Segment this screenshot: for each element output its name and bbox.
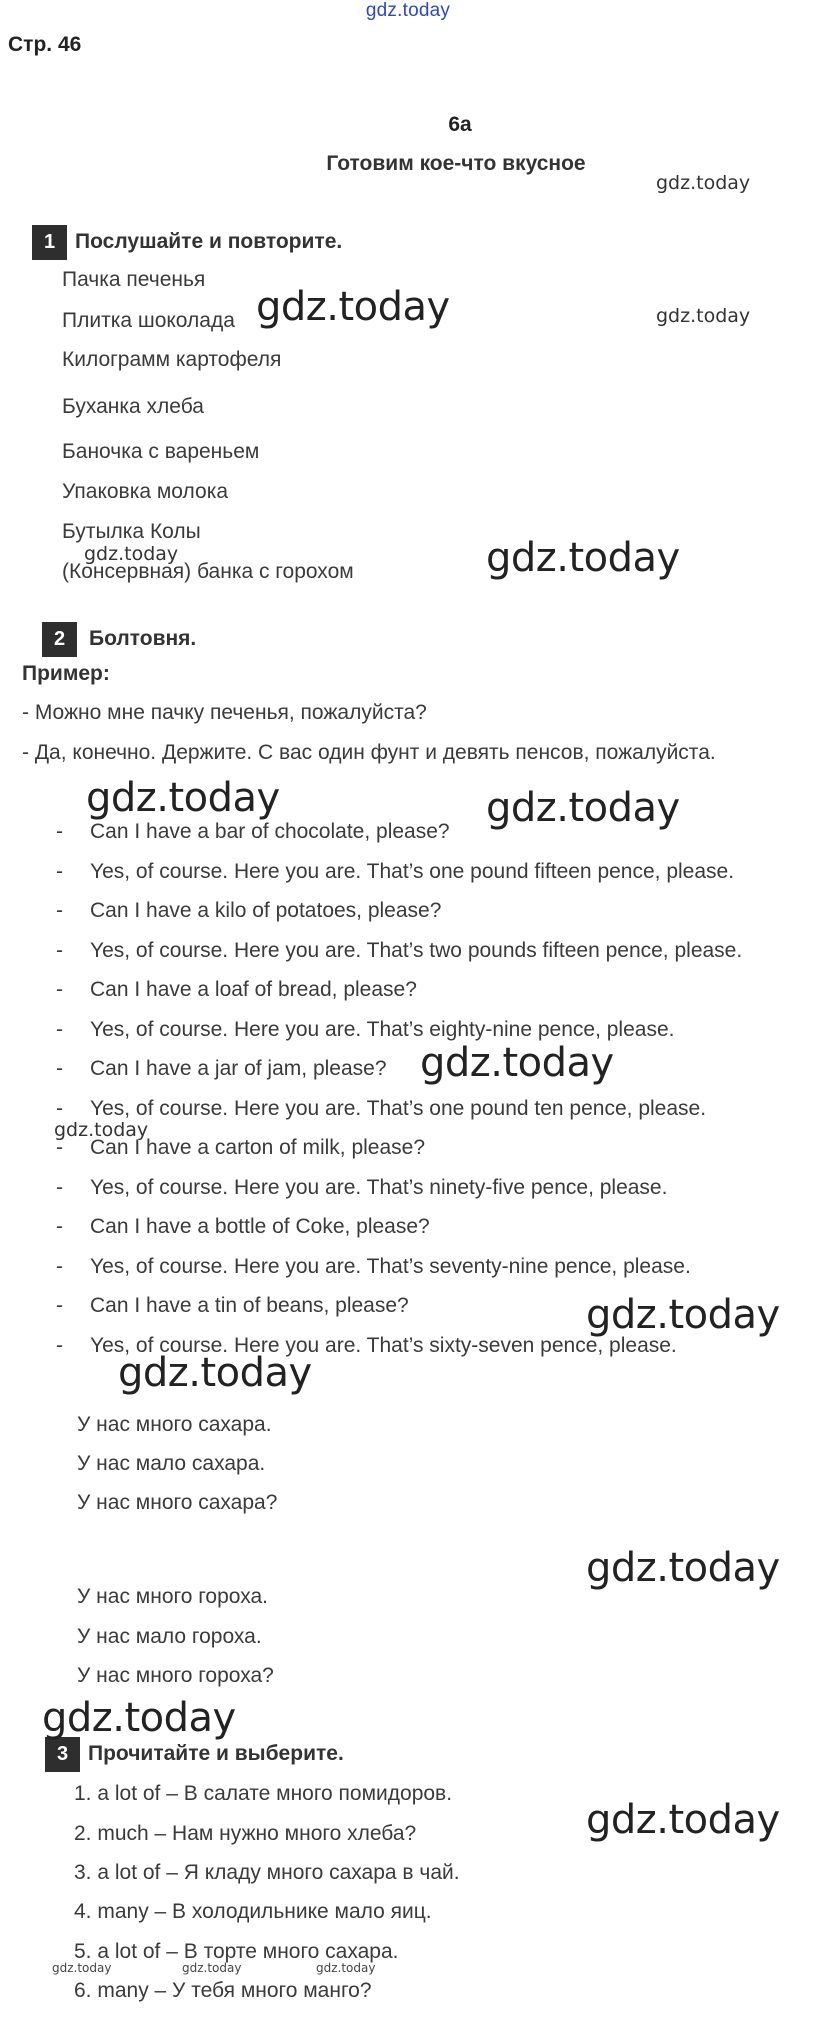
page-label: Стр. 46: [8, 33, 82, 56]
exercise-1-heading: [32, 225, 342, 260]
watermark: gdz.today: [54, 1119, 149, 1141]
dialogue-line: - Can I have a jar of jam, please?: [56, 1057, 387, 1080]
dialogue-dash: -: [56, 1176, 63, 1199]
sugar-line: У нас много сахара.: [77, 1413, 272, 1436]
sugar-line: У нас мало сахара.: [77, 1452, 266, 1475]
exercise-1-item: Килограмм картофеля: [62, 348, 282, 371]
exercise-2-title: Болтовня.: [89, 627, 197, 651]
peas-line: У нас много гороха.: [77, 1585, 268, 1608]
example-line: - Да, конечно. Держите. С вас один фунт и девять пенсов, пожалуйста.: [22, 741, 716, 764]
dialogue-dash: -: [56, 899, 63, 922]
exercise-1-item: Буханка хлеба: [62, 395, 204, 418]
watermark: gdz.today: [86, 775, 280, 821]
exercise-3-item: 5. a lot of – В торте много сахара.: [74, 1940, 399, 1963]
dialogue-line: - Can I have a kilo of potatoes, please?: [56, 899, 442, 922]
exercise-1-item: Плитка шоколада: [62, 309, 235, 332]
peas-line: У нас мало гороха.: [77, 1625, 262, 1648]
sugar-line: У нас много сахара?: [77, 1491, 278, 1514]
dialogue-dash: -: [56, 820, 63, 843]
unit-number: 6a: [448, 113, 472, 136]
exercise-3-title: Прочитайте и выберите.: [88, 1742, 344, 1766]
exercise-1-number: 1: [32, 225, 67, 260]
watermark: gdz.today: [486, 785, 680, 831]
example-label: Пример:: [22, 662, 110, 685]
dialogue-line: - Can I have a bottle of Coke, please?: [56, 1215, 430, 1238]
unit-title: Готовим кое-что вкусное: [326, 152, 586, 175]
watermark: gdz.today: [656, 172, 751, 194]
dialogue-dash: -: [56, 1334, 63, 1357]
watermark: gdz.today: [84, 543, 179, 565]
exercise-3-heading: [45, 1737, 344, 1772]
dialogue-line: - Can I have a loaf of bread, please?: [56, 978, 417, 1001]
exercise-3-item: 2. much – Нам нужно много хлеба?: [74, 1822, 417, 1845]
dialogue-line: - Yes, of course. Here you are. That’s two pounds fifteen pence, please.: [56, 939, 743, 962]
watermark: gdz.today: [656, 305, 751, 327]
watermark: gdz.today: [52, 1961, 112, 1975]
dialogue-line: - Yes, of course. Here you are. That’s eighty-nine pence, please.: [56, 1018, 675, 1041]
dialogue-line: - Can I have a tin of beans, please?: [56, 1294, 409, 1317]
example-line: - Можно мне пачку печенья, пожалуйста?: [22, 701, 427, 724]
dialogue-line: - Yes, of course. Here you are. That’s one pound ten pence, please.: [56, 1097, 707, 1120]
dialogue-line: - Yes, of course. Here you are. That’s sixty-seven pence, please.: [56, 1334, 677, 1357]
dialogue-dash: -: [56, 1018, 63, 1041]
dialogue-dash: -: [56, 1136, 63, 1159]
exercise-3-item: 6. many – У тебя много манго?: [74, 1979, 372, 2002]
dialogue-dash: -: [56, 1255, 63, 1278]
dialogue-line: - Yes, of course. Here you are. That’s ninety-five pence, please.: [56, 1176, 668, 1199]
exercise-1-item: Упаковка молока: [62, 480, 229, 503]
exercise-2-heading: [42, 622, 196, 657]
dialogue-line: - Yes, of course. Here you are. That’s one pound fifteen pence, please.: [56, 860, 735, 883]
dialogue-line: - Can I have a carton of milk, please?: [56, 1136, 426, 1159]
exercise-3-number: 3: [45, 1737, 80, 1772]
watermark: gdz.today: [118, 1350, 312, 1396]
dialogue-line: - Can I have a bar of chocolate, please?: [56, 820, 450, 843]
watermark: gdz.today: [256, 284, 450, 330]
watermark: gdz.today: [586, 1797, 780, 1843]
dialogue-dash: -: [56, 860, 63, 883]
dialogue-dash: -: [56, 939, 63, 962]
peas-line: У нас много гороха?: [77, 1664, 274, 1687]
exercise-3-item: 4. many – В холодильнике мало яиц.: [74, 1900, 432, 1923]
exercise-2-number: 2: [42, 622, 77, 657]
exercise-1-item: Баночка с вареньем: [62, 440, 260, 463]
watermark: gdz.today: [42, 1695, 236, 1741]
dialogue-dash: -: [56, 978, 63, 1001]
dialogue-line: - Yes, of course. Here you are. That’s seventy-nine pence, please.: [56, 1255, 691, 1278]
watermark: gdz.today: [316, 1961, 376, 1975]
watermark: gdz.today: [586, 1292, 780, 1338]
exercise-3-item: 3. a lot of – Я кладу много сахара в чай.: [74, 1861, 460, 1884]
dialogue-dash: -: [56, 1057, 63, 1080]
exercise-3-item: 1. a lot of – В салате много помидоров.: [74, 1782, 453, 1805]
dialogue-dash: -: [56, 1215, 63, 1238]
exercise-1-item: Пачка печенья: [62, 268, 206, 291]
header-watermark[interactable]: gdz.today: [365, 0, 451, 21]
exercise-1-title: Послушайте и повторите.: [75, 230, 343, 254]
exercise-1-item: Бутылка Колы: [62, 520, 201, 543]
watermark: gdz.today: [586, 1545, 780, 1591]
watermark: gdz.today: [182, 1961, 242, 1975]
watermark: gdz.today: [420, 1040, 614, 1086]
dialogue-dash: -: [56, 1097, 63, 1120]
watermark: gdz.today: [486, 535, 680, 581]
exercise-1-item: (Консервная) банка с горохом: [62, 560, 354, 583]
dialogue-dash: -: [56, 1294, 63, 1317]
